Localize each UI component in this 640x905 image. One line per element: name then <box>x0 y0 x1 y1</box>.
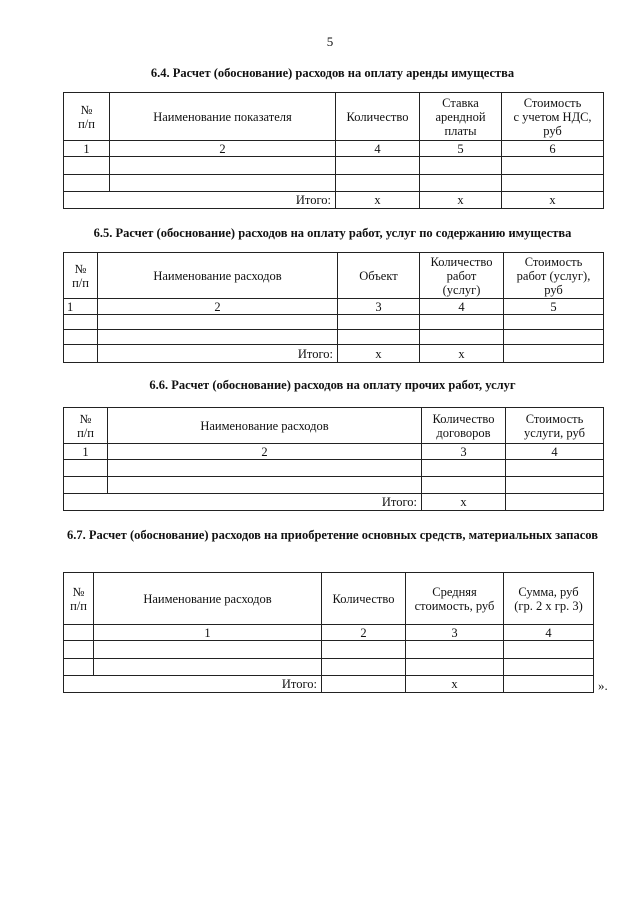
table-row <box>64 477 604 494</box>
col-header-rate: Ставка арендной платы <box>420 93 502 141</box>
col-header-contracts: Количество договоров <box>422 408 506 444</box>
table-row <box>64 175 604 192</box>
col-header-name: Наименование расходов <box>98 253 338 299</box>
total-cell <box>322 676 406 693</box>
total-label: Итого: <box>64 192 336 209</box>
table-row <box>64 330 604 345</box>
col-number: 2 <box>110 141 336 157</box>
col-number: 5 <box>504 299 604 315</box>
total-row <box>64 676 594 693</box>
col-number: 2 <box>322 625 406 641</box>
table-rent <box>63 92 604 209</box>
col-header-quantity: Количество <box>322 573 406 625</box>
total-label: Итого: <box>64 494 422 511</box>
section-title-6-7: 6.7. Расчет (обоснование) расходов на приобретение основных средств, материальных запасов <box>67 528 598 542</box>
total-row <box>64 494 604 511</box>
col-number: 2 <box>108 444 422 460</box>
page-number: 5 <box>326 34 334 49</box>
table-row <box>64 315 604 330</box>
col-number: 4 <box>420 299 504 315</box>
closing-quote-mark: ». <box>598 678 608 693</box>
col-header-average-cost: Средняя стоимость, руб <box>406 573 504 625</box>
table-maintenance <box>63 252 604 363</box>
col-number: 1 <box>64 299 98 315</box>
col-header-cost: Стоимость работ (услуг), руб <box>504 253 604 299</box>
total-cell: x <box>336 192 420 209</box>
section-title-6-6: 6.6. Расчет (обоснование) расходов на оплату прочих работ, услуг <box>149 378 516 392</box>
total-label: Итого: <box>98 345 338 363</box>
column-number-row <box>64 299 604 315</box>
total-row <box>64 192 604 209</box>
col-header-no: № п/п <box>64 573 94 625</box>
column-number-row <box>64 444 604 460</box>
total-cell <box>506 494 604 511</box>
total-label: Итого: <box>64 676 322 693</box>
total-cell: x <box>420 345 504 363</box>
col-number: 5 <box>420 141 502 157</box>
table-row <box>64 641 594 659</box>
section-title-6-4: 6.4. Расчет (обоснование) расходов на оплату аренды имущества <box>150 66 515 80</box>
total-row <box>64 345 604 363</box>
table-other-services <box>63 407 604 511</box>
col-number: 4 <box>336 141 420 157</box>
section-title-6-5: 6.5. Расчет (обоснование) расходов на оплату работ, услуг по содержанию имущества <box>93 226 572 240</box>
col-number: 4 <box>506 444 604 460</box>
header-row <box>64 93 604 141</box>
total-cell: x <box>406 676 504 693</box>
col-header-object: Объект <box>338 253 420 299</box>
col-header-sum: Сумма, руб (гр. 2 х гр. 3) <box>504 573 594 625</box>
total-cell: x <box>422 494 506 511</box>
col-number: 4 <box>504 625 594 641</box>
column-number-row <box>64 625 594 641</box>
header-row <box>64 408 604 444</box>
total-cell: x <box>338 345 420 363</box>
table-row <box>64 460 604 477</box>
col-header-cost: Стоимость с учетом НДС, руб <box>502 93 604 141</box>
col-header-no: № п/п <box>64 253 98 299</box>
col-number: 3 <box>406 625 504 641</box>
col-number: 1 <box>94 625 322 641</box>
col-number: 1 <box>64 141 110 157</box>
col-header-name: Наименование расходов <box>94 573 322 625</box>
col-number: 1 <box>64 444 108 460</box>
col-number: 3 <box>338 299 420 315</box>
total-cell <box>504 676 594 693</box>
col-number: 2 <box>98 299 338 315</box>
header-row <box>64 253 604 299</box>
col-number: 3 <box>422 444 506 460</box>
total-cell: x <box>502 192 604 209</box>
col-header-cost: Стоимость услуги, руб <box>506 408 604 444</box>
table-fixed-assets <box>63 572 594 693</box>
col-header-no: № п/п <box>64 408 108 444</box>
col-header-quantity: Количество <box>336 93 420 141</box>
total-cell <box>504 345 604 363</box>
col-header-name: Наименование расходов <box>108 408 422 444</box>
table-row <box>64 659 594 676</box>
table-row <box>64 157 604 175</box>
col-header-work-quantity: Количество работ (услуг) <box>420 253 504 299</box>
header-row <box>64 573 594 625</box>
column-number-row <box>64 141 604 157</box>
col-header-no: № п/п <box>64 93 110 141</box>
col-number: 6 <box>502 141 604 157</box>
total-cell: x <box>420 192 502 209</box>
col-header-name: Наименование показателя <box>110 93 336 141</box>
